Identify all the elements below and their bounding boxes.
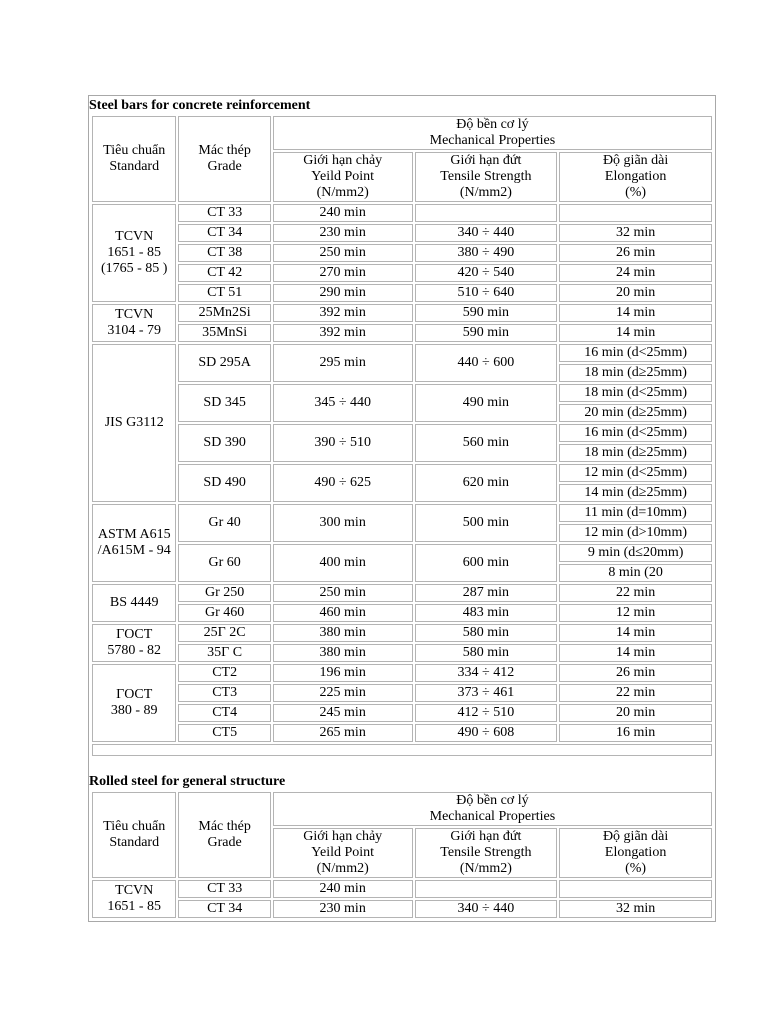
reinforcement-properties-table	[90, 114, 714, 758]
yield-cell: 380 min	[273, 644, 413, 662]
standard-cell-line: ΓOCT	[116, 687, 153, 702]
elongation-cell: 14 min	[559, 304, 712, 322]
elongation-cell: 18 min (d<25mm)	[559, 384, 712, 402]
grade-cell: Gr 40	[178, 504, 270, 542]
header-mechanical-properties-line: Mechanical Properties	[429, 133, 556, 148]
elongation-cell: 18 min (d≥25mm)	[559, 444, 712, 462]
elongation-cell: 16 min (d<25mm)	[559, 424, 712, 442]
yield-cell: 240 min	[273, 204, 413, 222]
header-grade-line: Grade	[207, 835, 242, 850]
elongation-cell: 26 min	[559, 244, 712, 262]
standard-cell	[92, 664, 176, 742]
grade-cell: SD 345	[178, 384, 270, 422]
header-tensile-strength	[415, 828, 558, 878]
grade-cell: Gr 250	[178, 584, 270, 602]
table-row	[92, 304, 712, 322]
standard-cell-line: ΓOCT	[116, 627, 153, 642]
section-title-rolled-steel: Rolled steel for general structure	[89, 774, 286, 789]
header-standard-line: Standard	[109, 159, 160, 174]
table-row	[92, 584, 712, 602]
yield-cell: 460 min	[273, 604, 413, 622]
header-mechanical-properties	[273, 116, 712, 150]
tensile-cell	[415, 880, 558, 898]
table-row	[92, 264, 712, 282]
tensile-cell: 510 ÷ 640	[415, 284, 558, 302]
empty-cell	[92, 744, 712, 756]
header-tensile-strength-line: Tensile Strength	[440, 169, 532, 184]
header-tensile-strength-line: Tensile Strength	[440, 845, 532, 860]
standard-cell-line: (1765 - 85 )	[100, 261, 168, 276]
rolled-steel-properties-table	[90, 790, 714, 920]
standard-cell-line: BS 4449	[109, 595, 159, 610]
header-standard-line: Tiêu chuẩn	[103, 143, 166, 158]
header-elongation-line: (%)	[625, 861, 647, 876]
header-mechanical-properties	[273, 792, 712, 826]
header-elongation-line: Độ giãn dài	[602, 153, 669, 168]
yield-cell: 300 min	[273, 504, 413, 542]
header-yield-point	[273, 152, 413, 202]
section-title-reinforcement: Steel bars for concrete reinforcement	[89, 98, 311, 113]
standard-cell-line: 1651 - 85	[107, 245, 162, 260]
header-yield-point-line: (N/mm2)	[316, 861, 369, 876]
standard-cell	[92, 624, 176, 662]
elongation-cell: 20 min	[559, 704, 712, 722]
tensile-cell: 334 ÷ 412	[415, 664, 558, 682]
yield-cell: 345 ÷ 440	[273, 384, 413, 422]
table-row	[92, 880, 712, 898]
table-row	[92, 704, 712, 722]
tensile-cell: 340 ÷ 440	[415, 224, 558, 242]
tensile-cell: 560 min	[415, 424, 558, 462]
elongation-cell: 32 min	[559, 224, 712, 242]
header-elongation	[559, 152, 712, 202]
tensile-cell: 440 ÷ 600	[415, 344, 558, 382]
grade-cell: 35MnSi	[178, 324, 270, 342]
tensile-cell: 287 min	[415, 584, 558, 602]
tensile-cell: 580 min	[415, 624, 558, 642]
table-row	[92, 724, 712, 742]
tensile-cell	[415, 204, 558, 222]
elongation-cell: 14 min	[559, 644, 712, 662]
standard-cell	[92, 584, 176, 622]
standard-cell-line: JIS G3112	[104, 415, 164, 430]
table-row	[92, 544, 712, 562]
standard-cell-line: TCVN	[115, 883, 154, 898]
grade-cell: SD 390	[178, 424, 270, 462]
table-row	[92, 204, 712, 222]
elongation-cell: 12 min	[559, 604, 712, 622]
tensile-cell: 420 ÷ 540	[415, 264, 558, 282]
table-row	[92, 624, 712, 642]
elongation-cell: 11 min (d=10mm)	[559, 504, 712, 522]
elongation-cell: 26 min	[559, 664, 712, 682]
grade-cell: 35Γ C	[178, 644, 270, 662]
header-elongation	[559, 828, 712, 878]
header-tensile-strength	[415, 152, 558, 202]
table-row	[92, 644, 712, 662]
header-elongation-line: Elongation	[604, 845, 667, 860]
table-row	[92, 424, 712, 442]
header-yield-point-line: Yeild Point	[311, 845, 375, 860]
standard-cell-line: TCVN	[115, 307, 154, 322]
elongation-cell: 12 min (d<25mm)	[559, 464, 712, 482]
yield-cell: 270 min	[273, 264, 413, 282]
yield-cell: 265 min	[273, 724, 413, 742]
standard-cell	[92, 504, 176, 582]
elongation-cell: 20 min	[559, 284, 712, 302]
yield-cell: 196 min	[273, 664, 413, 682]
elongation-cell: 22 min	[559, 684, 712, 702]
yield-cell: 250 min	[273, 584, 413, 602]
header-tensile-strength-line: (N/mm2)	[459, 185, 512, 200]
table-row	[92, 900, 712, 918]
table-row	[92, 224, 712, 242]
elongation-cell	[559, 880, 712, 898]
tensile-cell: 580 min	[415, 644, 558, 662]
grade-cell: CT 33	[178, 880, 270, 898]
yield-cell: 225 min	[273, 684, 413, 702]
grade-cell: 25Mn2Si	[178, 304, 270, 322]
header-yield-point-line: Yeild Point	[311, 169, 375, 184]
tensile-cell: 500 min	[415, 504, 558, 542]
grade-cell: CT 38	[178, 244, 270, 262]
header-standard	[92, 792, 176, 878]
grade-cell: CT 42	[178, 264, 270, 282]
header-grade-line: Mác thép	[198, 143, 251, 158]
elongation-cell: 9 min (d≤20mm)	[559, 544, 712, 562]
tensile-cell: 590 min	[415, 304, 558, 322]
yield-cell: 240 min	[273, 880, 413, 898]
header-elongation-line: Độ giãn dài	[602, 829, 669, 844]
header-row	[92, 116, 712, 150]
standard-cell-line: 5780 - 82	[107, 643, 162, 658]
standard-cell-line: 1651 - 85	[107, 899, 162, 914]
yield-cell: 400 min	[273, 544, 413, 582]
header-mechanical-properties-line: Độ bền cơ lý	[456, 117, 529, 132]
header-grade-line: Mác thép	[198, 819, 251, 834]
tensile-cell: 373 ÷ 461	[415, 684, 558, 702]
header-standard-line: Standard	[109, 835, 160, 850]
header-grade	[178, 792, 270, 878]
grade-cell: CT3	[178, 684, 270, 702]
tensile-cell: 600 min	[415, 544, 558, 582]
yield-cell: 290 min	[273, 284, 413, 302]
tensile-cell: 412 ÷ 510	[415, 704, 558, 722]
header-yield-point	[273, 828, 413, 878]
elongation-cell: 18 min (d≥25mm)	[559, 364, 712, 382]
grade-cell: SD 490	[178, 464, 270, 502]
header-mechanical-properties-line: Mechanical Properties	[429, 809, 556, 824]
tensile-cell: 340 ÷ 440	[415, 900, 558, 918]
tensile-cell: 380 ÷ 490	[415, 244, 558, 262]
grade-cell: CT2	[178, 664, 270, 682]
yield-cell: 392 min	[273, 304, 413, 322]
header-mechanical-properties-line: Độ bền cơ lý	[456, 793, 529, 808]
header-yield-point-line: (N/mm2)	[316, 185, 369, 200]
elongation-cell: 20 min (d≥25mm)	[559, 404, 712, 422]
yield-cell: 295 min	[273, 344, 413, 382]
yield-cell: 250 min	[273, 244, 413, 262]
standard-cell	[92, 344, 176, 502]
table-row	[92, 344, 712, 362]
tensile-cell: 490 min	[415, 384, 558, 422]
header-grade-line: Grade	[207, 159, 242, 174]
grade-cell: CT 34	[178, 900, 270, 918]
grade-cell: CT5	[178, 724, 270, 742]
grade-cell: 25Γ 2C	[178, 624, 270, 642]
elongation-cell: 32 min	[559, 900, 712, 918]
elongation-cell: 14 min	[559, 324, 712, 342]
header-standard-line: Tiêu chuẩn	[103, 819, 166, 834]
elongation-cell: 24 min	[559, 264, 712, 282]
standard-cell-line: 3104 - 79	[107, 323, 162, 338]
tensile-cell: 483 min	[415, 604, 558, 622]
yield-cell: 230 min	[273, 224, 413, 242]
yield-cell: 230 min	[273, 900, 413, 918]
elongation-cell: 14 min (d≥25mm)	[559, 484, 712, 502]
table-row	[92, 664, 712, 682]
standard-cell	[92, 204, 176, 302]
elongation-cell: 16 min (d<25mm)	[559, 344, 712, 362]
tensile-cell: 590 min	[415, 324, 558, 342]
yield-cell: 245 min	[273, 704, 413, 722]
table-row	[92, 244, 712, 262]
header-yield-point-line: Giới hạn chảy	[303, 153, 383, 168]
standard-cell-line: /A615M - 94	[97, 543, 171, 558]
table-row	[92, 464, 712, 482]
table-row	[92, 504, 712, 522]
yield-cell: 490 ÷ 625	[273, 464, 413, 502]
yield-cell: 392 min	[273, 324, 413, 342]
elongation-cell: 16 min	[559, 724, 712, 742]
grade-cell: Gr 60	[178, 544, 270, 582]
header-tensile-strength-line: (N/mm2)	[459, 861, 512, 876]
grade-cell: CT4	[178, 704, 270, 722]
standard-cell	[92, 304, 176, 342]
grade-cell: CT 51	[178, 284, 270, 302]
header-grade	[178, 116, 270, 202]
grade-cell: Gr 460	[178, 604, 270, 622]
table-row	[92, 384, 712, 402]
header-tensile-strength-line: Giới hạn đứt	[450, 829, 522, 844]
table-row	[92, 604, 712, 622]
elongation-cell: 22 min	[559, 584, 712, 602]
table-row	[92, 284, 712, 302]
elongation-cell	[559, 204, 712, 222]
standard-cell	[92, 880, 176, 918]
elongation-cell: 8 min (20	[559, 564, 712, 582]
grade-cell: CT 33	[178, 204, 270, 222]
yield-cell: 390 ÷ 510	[273, 424, 413, 462]
table-row	[92, 684, 712, 702]
elongation-cell: 12 min (d>10mm)	[559, 524, 712, 542]
header-yield-point-line: Giới hạn chảy	[303, 829, 383, 844]
header-elongation-line: Elongation	[604, 169, 667, 184]
grade-cell: SD 295A	[178, 344, 270, 382]
tensile-cell: 620 min	[415, 464, 558, 502]
table-row	[92, 324, 712, 342]
tensile-cell: 490 ÷ 608	[415, 724, 558, 742]
standard-cell-line: 380 - 89	[110, 703, 158, 718]
header-tensile-strength-line: Giới hạn đứt	[450, 153, 522, 168]
document-sheet	[88, 95, 716, 922]
header-row	[92, 792, 712, 826]
standard-cell-line: TCVN	[115, 229, 154, 244]
header-standard	[92, 116, 176, 202]
spacer-row	[92, 744, 712, 756]
header-elongation-line: (%)	[625, 185, 647, 200]
yield-cell: 380 min	[273, 624, 413, 642]
elongation-cell: 14 min	[559, 624, 712, 642]
grade-cell: CT 34	[178, 224, 270, 242]
standard-cell-line: ASTM A615	[97, 527, 171, 542]
